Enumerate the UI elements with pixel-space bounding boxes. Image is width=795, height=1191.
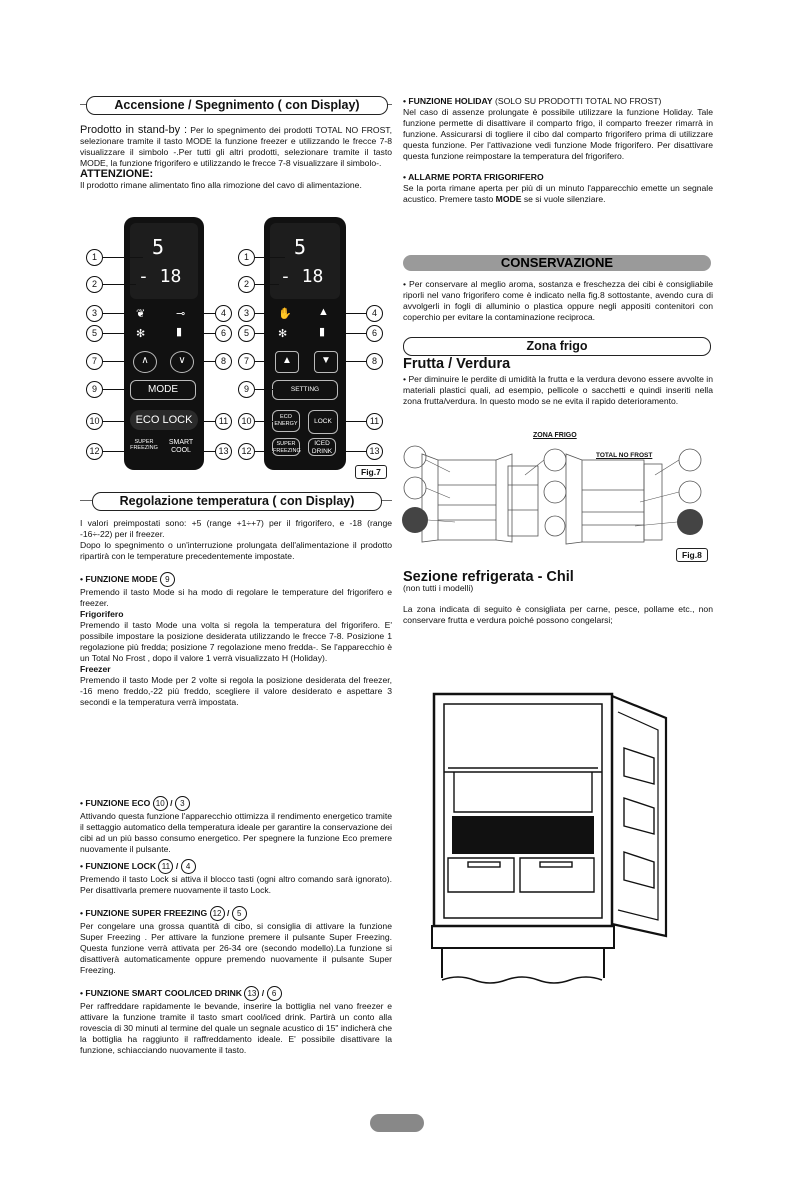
bottle-icon[interactable]: ▮ (176, 326, 183, 338)
eco-energy-button[interactable] (272, 410, 300, 432)
freezer-title: Freezer (80, 664, 111, 674)
right-column-3 (403, 356, 713, 407)
mode-text: Premendo il tasto Mode si ha modo di regolare le temperature del frigorifero e freezer. (80, 587, 392, 608)
callout-12: 12 (86, 443, 103, 460)
energy-label: ENERGY (274, 421, 298, 427)
standby-text: Per lo spegnimento dei prodotti TOTAL NO FROST, selezionare tramite il tasto MODE la funzione freezer e utilizzando le frecce 7-8 visualizzare il simbolo -.Per tutti gli altri prodotti, selezionare tramite il tasto MODE, la funzione frigorifero e utilizzando le frecce 7-8 visualizzare il simbolo-. (80, 125, 392, 168)
eco-num-badge: 10 (153, 796, 168, 811)
eco-lock-button[interactable] (130, 410, 198, 430)
lock-num-badge-2: 4 (181, 859, 196, 874)
arrow-up-button-b[interactable]: ▲ (275, 351, 299, 373)
arrow-down-button[interactable]: ∨ (170, 351, 194, 373)
bottle-icon-b[interactable]: ▮ (319, 326, 326, 338)
lock-title: • FUNZIONE LOCK (80, 860, 157, 871)
eco-label-b: ECO (280, 414, 292, 420)
callout-2-b: 2 (238, 276, 255, 293)
right-column-4 (403, 569, 713, 626)
callout-3: 3 (86, 305, 103, 322)
eco-heading: • FUNZIONE ECO 10 / 3 (80, 796, 392, 811)
sc-num-badge-2: 6 (267, 986, 282, 1001)
iced-label: ICED (314, 440, 330, 447)
key-lock-icon[interactable]: ⊸ (176, 308, 186, 320)
zona-frigo-caption: ZONA FRIGO (533, 432, 577, 439)
alarm-text (403, 183, 713, 205)
control-panel-figure (80, 217, 392, 477)
sf-text: Per congelare una grossa quantità di cibo, si consiglia di attivare la funzione Super Freezing . Per attivare la funzione premere il pulsante Super Freezing. Questa funzione verrà attivata per 26-34 ore (secondo modello).La funzione si disattiverà automaticamente oppure premendo nuovamente il pulsante Super Freezing. (80, 921, 392, 975)
freezing-label: FREEZING (130, 445, 158, 451)
alarm-mode: MODE (495, 194, 522, 204)
cool-label: COOL (171, 447, 191, 454)
display-fridge-digit-b: 5 (294, 235, 307, 259)
callout-1-b: 1 (238, 249, 255, 266)
left-column-3 (80, 796, 392, 1056)
lock-label: LOCK (162, 414, 193, 426)
super-freezing-button[interactable] (130, 439, 158, 451)
left-column (80, 96, 392, 191)
standby-paragraph (80, 125, 392, 169)
callout-8-b: 8 (366, 353, 383, 370)
sc-heading: • FUNZIONE SMART COOL/ICED DRINK 13 / 6 (80, 986, 392, 1001)
eco-label: ECO (135, 414, 160, 426)
control-panel-a (124, 217, 204, 470)
control-panel-b (264, 217, 346, 470)
holiday-text: Nel caso di assenze prolungate è possibile utilizzare la funzione Holiday. Tale funzione permette di disattivare il comparto frigo, il comparto freezer rimarrà in funzione. Assicurarsi di togliere il cibo dal comparto frigorifero prima di utilizzare questa funzione. Per l'attivazione vedi funzione Mode frigorifero. Per disattivare questa funzione reimpostare la temperatura del frigorifero. (403, 107, 713, 161)
display-freezer-digit-b: - 18 (280, 266, 324, 287)
conservazione-text: • Per conservare al meglio aroma, sostanza e freschezza dei cibi è consigliabile riporli nel vano frigorifero come è indicato nella fig.8 sottostante, avendo cura di avvolgerli in fogli di alluminio o plastica oppure negli appositi contenitori con coperchio per evitare la contaminazione reciproca. (403, 279, 713, 322)
callout-1: 1 (86, 249, 103, 266)
holiday-note: (SOLO SU PRODOTTI TOTAL NO FROST) (494, 96, 662, 106)
right-column-2 (403, 279, 713, 323)
page-number-pill (370, 1114, 424, 1132)
standby-lead: Prodotto in stand-by : (80, 124, 188, 136)
section-title: Accensione / Spegnimento ( con Display) (86, 96, 388, 115)
sf-num-badge: 12 (210, 906, 225, 921)
fig8-label: Fig.8 (676, 548, 708, 562)
frigo-text: Premendo il tasto Mode una volta si regola la temperatura del frigorifero. E' possibile impostare la posizione desiderata utilizzando le frecce 7-8. Posizione 1 regolazione più fredda; posizione 7 regolazione meno fredda-. Se l'apparecchio è un Total No Frost , dopo il valore 1 verrà visualizzato H (Holiday). (80, 620, 392, 663)
conservazione-header: CONSERVAZIONE (403, 255, 711, 271)
frutta-verdura-title: Frutta / Verdura (403, 356, 511, 372)
super-label-b: SUPER (276, 441, 296, 447)
sf-title: • FUNZIONE SUPER FREEZING (80, 907, 208, 918)
smart-cool-button[interactable] (166, 439, 196, 455)
lock-button-b[interactable]: LOCK (308, 410, 338, 434)
fridge-open-drawing (428, 688, 698, 988)
drink-label: DRINK (311, 447, 333, 455)
arrow-down-button-b[interactable]: ▼ (314, 351, 338, 373)
snowflake-icon-b[interactable]: ✻ (278, 328, 288, 340)
sf-heading: • FUNZIONE SUPER FREEZING 12 / 5 (80, 906, 392, 921)
mode-num-badge: 9 (160, 572, 175, 587)
callout-6-b: 6 (366, 325, 383, 342)
callout-11-b: 11 (366, 413, 383, 430)
alarm-text-a: Se la porta rimane aperta per più di un minuto l'apparecchio emette un segnale acustico. Premere tasto (403, 183, 713, 204)
chil-subtitle: (non tutti i modelli) (403, 583, 474, 593)
eco-title: • FUNZIONE ECO (80, 797, 151, 808)
arrow-up-button[interactable]: ∧ (133, 351, 157, 373)
smart-label: SMART (168, 439, 194, 446)
fig8-illustration (400, 430, 715, 565)
display-freezer-digit: - 18 (138, 266, 182, 287)
callout-4: 4 (215, 305, 232, 322)
lock-num-badge: 11 (158, 859, 173, 874)
super-label: SUPER (134, 439, 154, 445)
callout-7-b: 7 (238, 353, 255, 370)
callout-5: 5 (86, 325, 103, 342)
chil-title: Sezione refrigerata - Chil (403, 569, 574, 585)
sc-title: • FUNZIONE SMART COOL/ICED DRINK (80, 987, 242, 998)
left-column-2 (80, 492, 392, 708)
mode-heading (80, 572, 392, 587)
holiday-heading (403, 96, 713, 107)
callout-9-b: 9 (238, 381, 255, 398)
holiday-title: • FUNZIONE HOLIDAY (403, 96, 493, 106)
chil-text: La zona indicata di seguito è consigliata per carne, pesce, pollame etc., non conservare frutta e verdura poiché possono congelarsi; (403, 604, 713, 625)
padlock-icon[interactable]: ▲ (318, 306, 329, 318)
callout-12-b: 12 (238, 443, 255, 460)
lock-heading: • FUNZIONE LOCK 11 / 4 (80, 859, 392, 874)
preset-paragraph-1: I valori preimpostati sono: +5 (range +1÷+7) per il frigorifero, e -18 (range -16÷-22) per il freezer. (80, 518, 392, 539)
callout-9: 9 (86, 381, 103, 398)
section-header-regolazione (80, 492, 392, 512)
frigo-title: Frigorifero (80, 609, 124, 619)
callout-13-b: 13 (366, 443, 383, 460)
freezing-label-b: FREEZING (273, 448, 301, 454)
eco-leaf-icon[interactable]: ❦ (136, 308, 146, 320)
sc-text: Per raffreddare rapidamente le bevande, inserire la bottiglia nel vano freezer e attivare la funzione tramite il tasto smart cool/iced drink. Partirà un conto alla rovescia di 30 minuti al termine del quale un segnale acustico di 15" indicherà che la bottiglia ha raggiunto il raffreddamento ideale. E' possibile disattivare la funzione, schiacciando nuovamente il tasto. (80, 1001, 392, 1055)
callout-8: 8 (215, 353, 232, 370)
callout-13: 13 (215, 443, 232, 460)
callout-10-b: 10 (238, 413, 255, 430)
alarm-title: • ALLARME PORTA FRIGORIFERO (403, 172, 544, 182)
mode-title: • FUNZIONE MODE (80, 573, 158, 584)
callout-6: 6 (215, 325, 232, 342)
attention-title: ATTENZIONE: (80, 168, 154, 180)
frutta-verdura-text: • Per diminuire le perdite di umidità la frutta e la verdura devono essere avvolte in materiali plastici quali, ad esempio, pellicole o sacchetti e quindi inseriti nella zona frutta/verdura. In questo modo se ne evita il rapido deterioramento. (403, 374, 713, 406)
callout-4-b: 4 (366, 305, 383, 322)
lock-text: Premendo il tasto Lock si attiva il blocco tasti (ogni altro comando sarà ignorato). Per disattivarla premere nuovamente il tasto Lock. (80, 874, 392, 895)
callout-7: 7 (86, 353, 103, 370)
callout-5-b: 5 (238, 325, 255, 342)
display-fridge-digit: 5 (152, 235, 165, 259)
alarm-text-b: se si vuole silenziare. (521, 194, 606, 204)
sf-num-badge-2: 5 (232, 906, 247, 921)
mode-button[interactable]: MODE (130, 380, 196, 400)
section-title-2: Regolazione temperatura ( con Display) (92, 492, 382, 511)
total-no-frost-caption: TOTAL NO FROST (596, 452, 653, 459)
sc-num-badge: 13 (244, 986, 259, 1001)
eco-text: Attivando questa funzione l'apparecchio ottimizza il rendimento energetico tramite il settaggio automatico della temperatura ideale per garantire la conservazione dei cibi ad un più basso consumo energetico. Per spegnere la funzione Eco premere nuovamente il pulsante. (80, 811, 392, 854)
attention-text: Il prodotto rimane alimentato fino alla rimozione del cavo di alimentazione. (80, 180, 362, 190)
preset-paragraph-2: Dopo lo spegnimento o un'interruzione prolungata dell'alimentazione il prodotto ripartirà con le temperature precedentemente impostate. (80, 540, 392, 561)
fridge-sketches (400, 430, 715, 560)
zona-frigo-title: Zona frigo (403, 337, 711, 356)
snowflake-icon[interactable]: ✻ (136, 328, 146, 340)
callout-10: 10 (86, 413, 103, 430)
eco-num-badge-2: 3 (175, 796, 190, 811)
callout-2: 2 (86, 276, 103, 293)
callout-11: 11 (215, 413, 232, 430)
setting-button[interactable]: SETTING (272, 380, 338, 400)
fig7-label: Fig.7 (355, 465, 387, 479)
right-column (403, 96, 713, 205)
section-header-accensione (80, 96, 392, 116)
freezer-text: Premendo il tasto Mode per 2 volte si regola la posizione desiderata del freezer, -16 meno freddo,-22 più freddo, scegliere il valore desiderato e aspettare 3 secondi e la temperatura verrà impostata. (80, 675, 392, 707)
hand-icon[interactable]: ✋ (278, 308, 292, 320)
callout-3-b: 3 (238, 305, 255, 322)
iced-drink-button[interactable] (308, 438, 336, 456)
zona-frigo-header (403, 337, 711, 354)
super-freezing-button-b[interactable] (272, 438, 300, 456)
